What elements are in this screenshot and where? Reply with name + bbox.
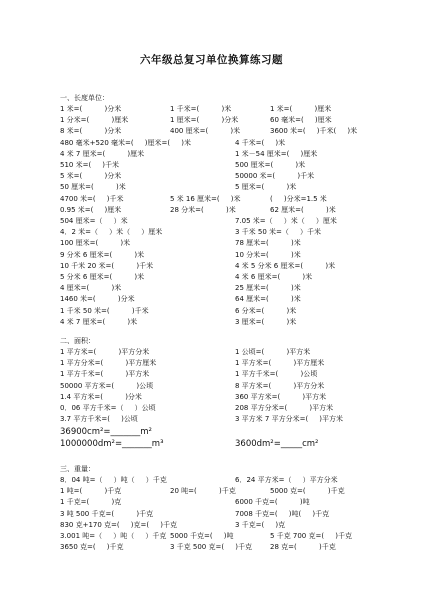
exercise-item: 3 厘米=( )米 [235, 317, 297, 326]
exercise-item: 5 千克 700 克=( )千克 [270, 532, 352, 540]
exercise-item: 4 千米=( )米 [235, 138, 286, 147]
exercise-item: 4 米 7 厘米=( )米 [60, 317, 138, 326]
exercise-item: 4．2 米=（ ）米（ ）厘米 [60, 228, 163, 237]
exercise-item: 1 米=( )厘米 [270, 105, 332, 113]
exercise-item: 5000 克=( )千克 [270, 487, 345, 496]
exercise-item: 7008 千克=( )吨( )千克 [235, 509, 330, 518]
exercise-item: 64 厘米=( )米 [235, 295, 301, 304]
exercise-item: 50000 平方米=( )公顷 [60, 381, 154, 390]
exercise-item: 28 分米=( )米 [170, 205, 236, 214]
exercise-item: 50000 米=( )千米 [235, 172, 315, 181]
exercise-item: 504 厘米=（ ）米 [60, 217, 128, 225]
exercise-item: 3600 米=( )千米( )米 [270, 127, 358, 136]
exercise-item: 1 平方分米=( )平方厘米 [60, 359, 157, 368]
exercise-item: 1 千米=( )米 [170, 105, 232, 113]
exercise-item: 6 分米=( )米 [235, 306, 297, 315]
exercise-item: 4 米 7 厘米=( )厘米 [60, 149, 145, 158]
exercise-item: 5 米 16 厘米=( )米 [170, 194, 241, 203]
section-heading-mass: 三、重量： [60, 465, 95, 473]
exercise-item: 36900cm²=_______m² [60, 427, 152, 437]
exercise-item: 1 厘米=( )分米 [170, 116, 239, 125]
exercise-item: 208 平方分米=( )平方米 [235, 404, 334, 412]
exercise-item: 100 厘米=( )米 [60, 239, 131, 248]
exercise-item: 1 米－54 厘米=( )厘米 [235, 149, 318, 158]
exercise-item: 360 平方米=( )平方米 [235, 392, 327, 401]
exercise-item: 1 平方米=( )平方厘米 [235, 359, 325, 368]
exercise-item: 10 分米=( )米 [235, 250, 301, 259]
exercise-item: 830 克+170 克=( )克=( )千克 [60, 520, 177, 529]
exercise-item: 1.4 平方米=( )分米 [60, 392, 142, 401]
exercise-item: 0．06 平方千米=（ ）公顷 [60, 404, 156, 412]
exercise-item: 5 分米 6 厘米=( )米 [60, 273, 145, 281]
exercise-item: 8 米=( )分米 [60, 127, 122, 136]
exercise-item: 3 吨 500 千克=( )千克 [60, 509, 154, 518]
exercise-item: 8 平方米=( )平方分米 [235, 381, 325, 390]
exercise-item: 1 公顷=( )平方米 [235, 348, 311, 356]
exercise-item: 5000 千克=( )吨 [170, 532, 234, 540]
exercise-item: 3 千克=( )克 [235, 520, 286, 529]
exercise-item: 5 厘米=( )米 [235, 183, 297, 192]
exercise-item: 4700 米=( )千米 [60, 194, 124, 203]
exercise-item: 8．04 吨=（ ）吨（ ）千克 [60, 476, 167, 484]
exercise-item: 20 吨=( )千克 [170, 487, 236, 496]
exercise-item: 25 厘米=( )米 [235, 284, 301, 293]
section-heading-length: 一、长度单位： [60, 94, 109, 102]
exercise-item: 9 分米 6 厘米=( )米 [60, 250, 145, 259]
exercise-item: 3 千米 50 米=（ ）千米 [235, 228, 322, 237]
exercise-item: 6．24 平方米=（ ）平方分米 [235, 476, 338, 484]
section-heading-area: 二、面积： [60, 337, 95, 345]
exercise-item: 510 米=( )千米 [60, 161, 120, 169]
exercise-item: 3600dm²=_____cm² [235, 439, 319, 449]
exercise-item: 1 分米=( )厘米 [60, 116, 129, 125]
exercise-item: 4 厘米=( )米 [60, 284, 122, 293]
exercise-item: 4 米 6 厘米=( )米 [235, 273, 313, 281]
exercise-item: 10 千米 20 米=( )千米 [60, 261, 154, 270]
exercise-item: 1 平方米=( )平方分米 [60, 348, 150, 356]
exercise-item: 50 厘米=( )米 [60, 183, 126, 192]
exercise-item: 3 千克 500 克=( )千克 [170, 543, 252, 552]
exercise-item: 7.05 米=（ ）米（ ）厘米 [235, 217, 337, 225]
exercise-item: 1000000dm²=_______m³ [60, 439, 164, 449]
exercise-item: 28 克=( )千克 [270, 543, 336, 552]
exercise-item: 480 毫米+520 毫米=( )厘米=( )米 [60, 138, 191, 147]
page-title: 六年级总复习单位换算练习题 [140, 54, 283, 66]
exercise-item: 3.7 平方千米=( )公顷 [60, 415, 138, 424]
exercise-item: 500 厘米=( )米 [235, 161, 306, 169]
exercise-item: 1 千克=( )克 [60, 498, 122, 507]
exercise-item: 3650 克=( )千克 [60, 543, 124, 552]
exercise-item: 60 毫米=( )厘米 [270, 116, 332, 125]
exercise-item: 1 米=( )分米 [60, 105, 122, 113]
exercise-item: 78 厘米=( )米 [235, 239, 301, 248]
exercise-item: 400 厘米=( )米 [170, 127, 241, 136]
exercise-item: 0.95 米=( )厘米 [60, 205, 122, 214]
exercise-item: 1 平方千米=( )平方米 [60, 370, 150, 379]
exercise-item: 1 吨=( )千克 [60, 487, 122, 496]
exercise-item: 62 厘米=( )米 [270, 205, 336, 214]
exercise-item: 1460 米=( )分米 [60, 295, 135, 304]
exercise-item: 3.001 吨=（ ）吨（ ）千克 [60, 532, 167, 540]
exercise-item: 6000 千克=( )吨 [235, 498, 310, 507]
exercise-item: 1 千米 50 米=( )千米 [60, 306, 149, 315]
exercise-item: 4 米 5 分米 6 厘米=( )米 [235, 261, 336, 270]
exercise-item: 1 平方千米=( )公顷 [235, 370, 318, 379]
exercise-item: 5 米=( )分米 [60, 172, 122, 181]
exercise-item: 3 平方米 7 平方分米=( )平方米 [235, 415, 344, 424]
exercise-item: ( )分米=1.5 米 [270, 194, 327, 203]
